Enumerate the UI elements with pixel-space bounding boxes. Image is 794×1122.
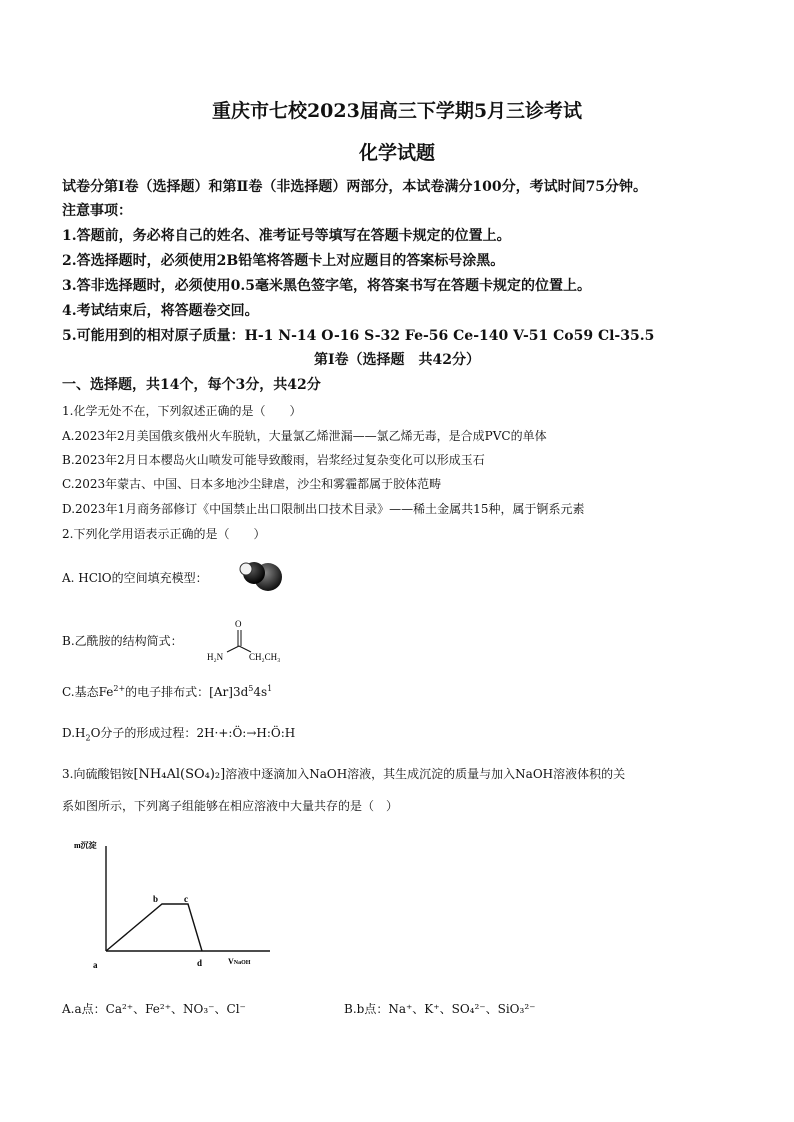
water-formation-process: 2H·+:Ö:→H:Ö:H bbox=[196, 726, 296, 740]
page-title: 重庆市七校2023届高三下学期5月三诊考试 bbox=[211, 100, 583, 122]
precipitate-graph bbox=[70, 836, 280, 974]
option-c-mid: 的电子排布式： bbox=[125, 685, 210, 699]
part-heading: 第Ⅰ卷（选择题 共42分） bbox=[313, 352, 481, 368]
intro-text: 试卷分第Ⅰ卷（选择题）和第Ⅱ卷（非选择题）两部分，本试卷满分100分，考试时间75分钟。 bbox=[62, 179, 648, 195]
point-label-d: d bbox=[197, 958, 203, 968]
question-3-stem bbox=[62, 765, 625, 782]
instruction-item: 3.答非选择题时，必须使用0.5毫米黑色签字笔，将答案书写在答题卡规定的位置上。 bbox=[62, 278, 591, 294]
instruction-item: 1.答题前，务必将自己的姓名、准考证号等填写在答题卡规定的位置上。 bbox=[62, 228, 511, 244]
point-label-c: c bbox=[184, 894, 188, 904]
question-2-option-b: B.乙酰胺的结构简式： bbox=[62, 634, 183, 648]
q3-stem-start: 3.向硫酸铝铵 bbox=[62, 767, 134, 781]
question-2-stem: 2.下列化学用语表示正确的是（ ） bbox=[62, 527, 266, 541]
option-d-mid: 分子的形成过程： bbox=[100, 726, 197, 740]
acetamide-structure bbox=[205, 618, 295, 662]
s-electrons: 1 bbox=[267, 684, 273, 693]
question-1-option-b: B.2023年2月日本樱岛火山喷发可能导致酸雨，岩浆经过复杂变化可以形成玉石 bbox=[62, 453, 485, 467]
question-1-option-a: A.2023年2月美国俄亥俄州火车脱轨，大量氯乙烯泄漏——氯乙烯无毒，是合成PVC的单体 bbox=[62, 429, 547, 443]
q3-stem-rest: 溶液中逐滴加入NaOH溶液，其生成沉淀的质量与加入NaOH溶液体积的关 bbox=[225, 767, 626, 781]
hclo-space-filling-model bbox=[236, 558, 284, 594]
atomic-mass-list: 5.可能用到的相对原子质量：H-1 N-14 O-16 S-32 Fe-56 Ce-140 V-51 Co59 Cl-35.5 bbox=[62, 328, 655, 344]
question-2-option-d bbox=[62, 724, 295, 742]
question-3-option-b: B.b点：Na⁺、K⁺、SO₄²⁻、SiO₃²⁻ bbox=[344, 1002, 536, 1016]
water-formula-sub: 2 bbox=[85, 733, 91, 743]
question-2-option-a: A. HClO的空间填充模型： bbox=[62, 571, 208, 585]
amine-group-label: H₂N bbox=[207, 652, 224, 662]
carbonyl-oxygen-label: O bbox=[235, 619, 242, 629]
question-2-option-c bbox=[62, 683, 272, 700]
fe-charge: 2+ bbox=[113, 684, 126, 693]
electron-config: [Ar]3d bbox=[209, 685, 249, 699]
water-formula-o: O bbox=[90, 726, 101, 740]
water-formula-h: H bbox=[75, 726, 86, 740]
d-electrons: 5 bbox=[248, 684, 254, 693]
ethyl-group-label: CH₂CH₃ bbox=[249, 652, 281, 662]
question-1-option-c: C.2023年蒙古、中国、日本多地沙尘肆虐，沙尘和雾霾都属于胶体范畴 bbox=[62, 477, 442, 491]
question-3-stem-cont: 系如图所示，下列离子组能够在相应溶液中大量共存的是（ ） bbox=[62, 799, 399, 813]
section-heading: 一、选择题，共14个，每个3分，共42分 bbox=[62, 377, 321, 393]
electron-config-4s: 4s bbox=[253, 685, 268, 699]
instruction-item: 2.答选择题时，必须使用2B铅笔将答题卡上对应题目的答案标号涂黑。 bbox=[62, 253, 505, 269]
page-subtitle: 化学试题 bbox=[358, 142, 435, 164]
x-axis-label: VNaOH bbox=[228, 957, 251, 966]
option-c-label: C.基态 bbox=[62, 685, 99, 699]
point-label-b: b bbox=[153, 894, 159, 904]
point-label-a: a bbox=[93, 960, 98, 970]
question-3-option-a: A.a点：Ca²⁺、Fe²⁺、NO₃⁻、Cl⁻ bbox=[62, 1002, 246, 1016]
fe-symbol: Fe bbox=[98, 685, 114, 699]
notice-label: 注意事项： bbox=[62, 203, 132, 219]
ammonium-alum-formula: [NH₄Al(SO₄)₂] bbox=[133, 767, 226, 782]
y-axis-label: m沉淀 bbox=[74, 841, 97, 850]
option-d-label: D. bbox=[62, 726, 76, 740]
question-1-stem: 1.化学无处不在，下列叙述正确的是（ ） bbox=[62, 404, 302, 418]
question-1-option-d: D.2023年1月商务部修订《中国禁止出口限制出口技术目录》——稀土金属共15种，属于锕系元素 bbox=[62, 502, 585, 516]
instruction-item: 4.考试结束后，将答题卷交回。 bbox=[62, 303, 259, 319]
